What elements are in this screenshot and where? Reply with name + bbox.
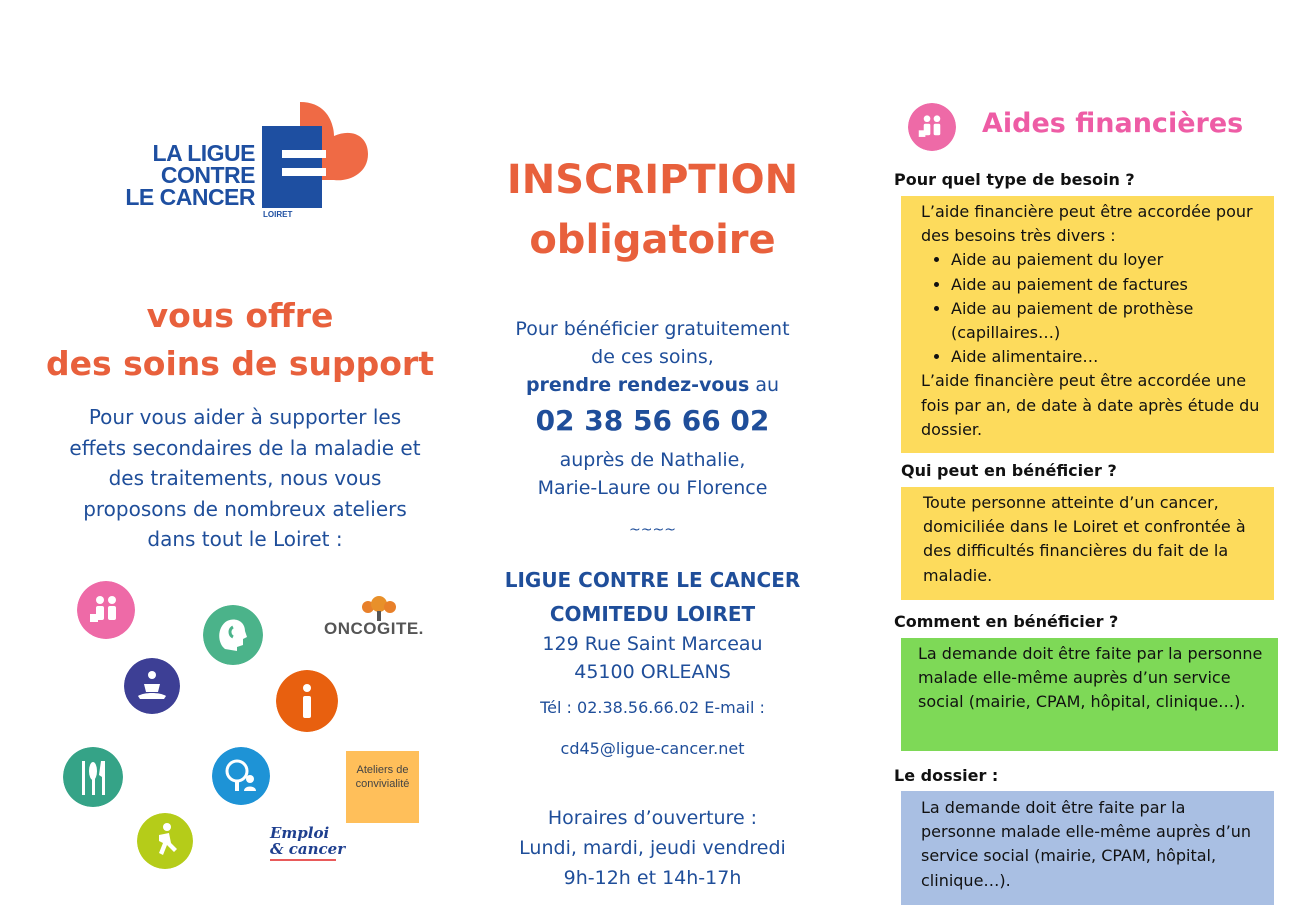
logo-line-1: LA LIGUE — [152, 140, 255, 166]
logo-line-2: CONTRE — [160, 162, 255, 188]
address-line-2: 45100 ORLEANS — [574, 661, 731, 683]
list-item: • Aide au paiement de prothèse (capillaires…) — [951, 297, 1264, 345]
family-icon — [77, 581, 135, 639]
inscription-heading — [470, 150, 835, 270]
offer-description: Pour vous aider à supporter les effets secondaires de la maladie et des traitements, nous vous proposons de nombreux ateliers dans tout le Loiret : — [69, 405, 421, 551]
list-item: • Aide au paiement de factures — [951, 273, 1264, 297]
inscription-line-2: obligatoire — [529, 217, 776, 263]
need-type-box — [901, 196, 1274, 453]
hours-days: Lundi, mardi, jeudi vendredi — [519, 837, 786, 859]
tel-line: Tél : 02.38.56.66.02 E-mail : — [540, 698, 765, 717]
aides-title: Aides financières — [982, 108, 1244, 139]
meditation-icon — [124, 658, 180, 714]
list-item: • Aide au paiement du loyer — [951, 248, 1264, 272]
email-link[interactable]: cd45@ligue-cancer.net — [560, 739, 745, 758]
question-how: Comment en bénéficier ? — [894, 612, 1119, 631]
benefit-text — [470, 315, 835, 399]
oncogite-logo — [324, 595, 424, 643]
list-item: • Aide alimentaire… — [951, 345, 1264, 369]
dossier-box: La demande doit être faite par la personne malade elle-même auprès d’un service social (mairie, CPAM, hôpital, clinique…). — [901, 791, 1274, 905]
hours-times: 9h-12h et 14h-17h — [563, 867, 742, 889]
how-box: La demande doit être faite par la personne malade elle-même auprès d’un service social (mairie, CPAM, hôpital, clinique…). — [901, 638, 1278, 751]
need-outro: L’aide financière peut être accordée une fois par an, de date à date après étude du dossier. — [921, 371, 1260, 439]
org-line-2: COMITEDU LOIRET — [549, 602, 756, 626]
logo-text — [115, 142, 255, 208]
cutlery-icon — [63, 747, 123, 807]
address-line-1: 129 Rue Saint Marceau — [542, 633, 763, 655]
question-dossier: Le dossier : — [894, 766, 999, 785]
need-list — [921, 248, 1264, 369]
emploi-cancer-logo — [270, 825, 350, 865]
emploi-underline — [270, 859, 336, 861]
tree-icon — [358, 595, 400, 621]
emploi-line-1: Emploi — [270, 824, 330, 842]
emploi-line-2: & cancer — [270, 840, 346, 858]
separator: ~~~~ — [629, 522, 676, 538]
question-need-type: Pour quel type de besoin ? — [894, 170, 1135, 189]
hours-title: Horaires d’ouverture : — [547, 807, 758, 829]
contact-line-1: auprès de Nathalie, — [559, 449, 746, 471]
address — [470, 630, 835, 686]
benefit-line-1: Pour bénéficier gratuitement — [515, 318, 790, 340]
head-profile-icon — [203, 605, 263, 665]
phone-number[interactable]: 02 38 56 66 02 — [535, 404, 770, 437]
opening-hours — [470, 803, 835, 893]
need-intro: L’aide financière peut être accordée pour des besoins très divers : — [921, 202, 1253, 246]
logo-mark-icon — [260, 102, 370, 208]
rdv-bold: prendre rendez-vous — [525, 374, 750, 396]
sport-icon — [137, 813, 193, 869]
logo-subtitle: LOIRET — [263, 210, 293, 219]
offer-line-1: vous offre — [146, 296, 334, 335]
family-icon-small — [908, 103, 956, 151]
org-line-1: LIGUE CONTRE LE CANCER — [504, 568, 801, 592]
question-who: Qui peut en bénéficier ? — [901, 461, 1117, 480]
offer-line-2: des soins de support — [46, 344, 434, 383]
who-box: Toute personne atteinte d’un cancer, domiciliée dans le Loiret et confrontée à des difficultés financières du fait de la maladie. — [901, 487, 1274, 600]
rdv-rest: au — [749, 374, 780, 396]
ateliers-convivialite-badge: Ateliers de convivialité — [346, 751, 419, 823]
inscription-line-1: INSCRIPTION — [506, 157, 799, 203]
benefit-line-2: de ces soins, — [591, 346, 714, 368]
contact-names — [470, 446, 835, 502]
offer-heading — [40, 292, 440, 388]
org-name — [470, 563, 835, 631]
info-icon — [276, 670, 338, 732]
mirror-icon — [212, 747, 270, 805]
logo-line-3: LE CANCER — [125, 184, 255, 210]
ligue-logo — [110, 102, 380, 227]
oncogite-text: ONCOGITE. — [324, 619, 424, 638]
rdv-line — [470, 371, 835, 399]
contact-line-2: Marie-Laure ou Florence — [537, 477, 768, 499]
